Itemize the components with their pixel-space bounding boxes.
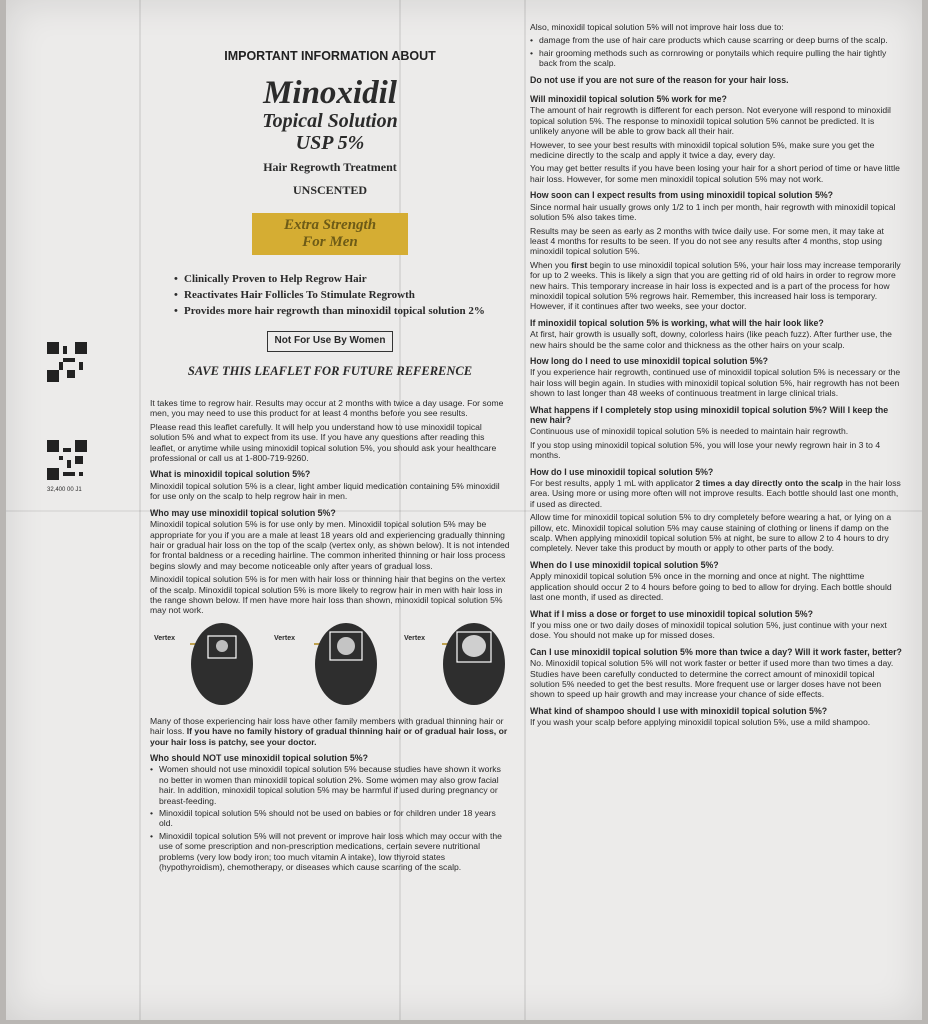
question-heading: What is minoxidil topical solution 5%? (150, 469, 311, 480)
badge-line: Extra Strength (283, 217, 377, 234)
answer-paragraph: However, to see your best results with minoxidil topical solution 5%, make sure you get the medicine directly to the scalp and apply it twice a day, every day. (530, 139, 875, 161)
top-heading: IMPORTANT INFORMATION ABOUT (224, 49, 436, 63)
question-heading: Will minoxidil topical solution 5% work for me? (530, 94, 727, 105)
list-item: • Minoxidil topical solution 5% will not prevent or improve hair loss which may occur with the use of some prescription and non-prescription medications, certain severe nutritional problems (very low body iron; too much vitamin A intake), low thyroid states (hypothyroidism), chemotherapy, or diseases which cause scarring of the scalp. (150, 831, 510, 873)
question-heading: What kind of shampoo should I use with minoxidil topical solution 5%? (530, 705, 828, 716)
answer-paragraph: Minoxidil topical solution 5% is for use only by men. Minoxidil topical solution 5% may be appropriate for you if you are a male at least 18 years old and experiencing gradually thinning hair or gradual hair loss on the top of the scalp (vertex only, as shown below). It is not intended for frontal baldness or a receding hairline. The common inherited thinning or hair loss process begins slowly and may become noticeable only after years of gradual loss. (150, 519, 510, 571)
question-heading: How soon can I expect results from using minoxidil topical solution 5%? (530, 190, 834, 201)
text-run: in the hair loss area. Using more or using more often will not improve results. Each bottle should last one month, if used as directed. (530, 478, 901, 509)
head-diagram-icon (314, 622, 378, 706)
scent-label: UNSCENTED (292, 182, 367, 197)
intro-paragraph: It takes time to regrow hair. Results may occur at 2 months with twice a day usage. For some men, you may need to use this product for at least 4 months before you see results. (150, 398, 504, 419)
qr-code-icon (47, 440, 87, 480)
family-text: Many of those experiencing hair loss have other family members with gradual thinning hair or hair loss. (150, 715, 504, 737)
extra-strength-badge (252, 213, 408, 255)
answer-paragraph: Allow time for minoxidil topical solution 5% to dry completely before wearing a hat, or lying on a pillow, etc. Minoxidil topical solution 5% may cause staining of clothing or linens if damp on the scalp. When applying minoxidil topical solution 5% at night, be sure to allow 2 to 4 hours to dry completely. Never take this product by mouth or apply to other parts of the body. (530, 512, 892, 554)
question-heading: Who may use minoxidil topical solution 5%? (150, 507, 336, 518)
answer-paragraph: You may get better results if you have been losing your hair for a short period of time or have little hair loss. However, for some men minoxidil topical solution 5% may not work. (530, 163, 900, 184)
vertex-label: Vertex (274, 634, 296, 642)
question-heading: How long do I need to use minoxidil topical solution 5%? (530, 355, 769, 366)
barcode-number: 32,400 00 J1 (47, 487, 82, 493)
answer-paragraph (530, 260, 902, 312)
not-for-women-box: Not For Use By Women (267, 331, 393, 351)
answer-paragraph: If you experience hair regrowth, continued use of minoxidil topical solution 5% is necessary or the hair loss will begin again. In studies with minoxidil topical solution 5%, hair regrowth has not been shown to last longer than 48 weeks of continuous treatment in large clinical trials. (530, 367, 901, 399)
answer-paragraph: At first, hair growth is usually soft, downy, colorless hairs (like peach fuzz). After further use, the new hairs should be the same color and thickness as the other hairs on your scalp. (530, 329, 892, 350)
answer-paragraph: Continuous use of minoxidil topical solution 5% is needed to maintain hair regrowth. (530, 426, 849, 437)
question-heading: How do I use minoxidil topical solution 5%? (530, 466, 714, 477)
question-heading: What happens if I completely stop using minoxidil topical solution 5%? Will I keep the new hair? (530, 404, 889, 425)
question-heading: Do not use if you are not sure of the reason for your hair loss. (530, 74, 789, 85)
intro-paragraph: Please read this leaflet carefully. It will help you understand how to use minoxidil topical solution 5% and what to expect from its use. If you have any questions after reading this leaflet, or anytime while using minoxidil topical solution 5%, you should ask your healthcare professional or call us at 1-800-719-9260. (150, 421, 497, 464)
text-run: For best results, apply 1 mL with applicator (530, 478, 696, 489)
list-item: • Minoxidil topical solution 5% should not be used on babies or for children under 18 years old. (150, 808, 510, 829)
answer-paragraph: If you stop using minoxidil topical solution 5%, you will lose your newly regrown hair in 3 to 4 months. (530, 439, 881, 461)
claim-item: • Clinically Proven to Help Regrow Hair (174, 271, 510, 287)
list-item: • damage from the use of hair care products which cause scarring or deep burns of the scalp. (530, 35, 902, 45)
text-run-bold: first (571, 259, 588, 270)
question-heading: When do I use minoxidil topical solution 5%? (530, 559, 719, 570)
brand-title: Minoxidil (263, 75, 397, 112)
head-diagram-icon (442, 622, 506, 706)
question-heading: Can I use minoxidil topical solution 5% more than twice a day? Will it work faster, better? (530, 646, 902, 657)
vertex-diagrams (150, 622, 510, 708)
text-run: begin to use minoxidil topical solution 5%, your hair loss may increase temporarily for up to 2 weeks. This is likely a sign that you are getting rid of old hairs in order to regrow more new hairs. This temporary increase in hair loss is expected and is a part of the process for how minoxidil topical solution 5% regrows hair. Remember, this increased hair loss is temporary. However, if it continues after two weeks, see your doctor. (530, 259, 901, 312)
answer-paragraph: Since normal hair usually grows only 1/2 to 1 inch per month, hair regrowth with minoxidil topical solution 5% also takes time. (530, 201, 896, 223)
claim-item: • Reactivates Hair Follicles To Stimulate Regrowth (174, 287, 510, 303)
answer-paragraph (150, 716, 510, 747)
claim-item: • Provides more hair regrowth than minoxidil topical solution 2% (174, 303, 510, 319)
answer-paragraph: Also, minoxidil topical solution 5% will not improve hair loss due to: (530, 22, 784, 32)
badge-line: For Men (302, 234, 358, 251)
save-leaflet-heading: SAVE THIS LEAFLET FOR FUTURE REFERENCE (187, 363, 473, 378)
right-column (530, 22, 902, 731)
claims-list (174, 271, 510, 319)
left-column (150, 45, 510, 874)
qr-code-icon (47, 342, 87, 382)
answer-paragraph (530, 478, 902, 509)
question-heading: Who should NOT use minoxidil topical solution 5%? (150, 752, 368, 763)
product-strength: USP 5% (295, 132, 365, 155)
treatment-label: Hair Regrowth Treatment (263, 160, 397, 175)
answer-paragraph: Minoxidil topical solution 5% is a clear, light amber liquid medication containing 5% minoxidil for use only on the scalp to help regrow hair in men. (150, 480, 500, 502)
answer-paragraph: If you wash your scalp before applying minoxidil topical solution 5%, use a mild shampoo. (530, 717, 871, 728)
answer-paragraph: If you miss one or two daily doses of minoxidil topical solution 5%, just continue with your next dose. You should not make up for missed doses. (530, 619, 887, 641)
vertex-label: Vertex (404, 634, 426, 642)
head-diagram-icon (190, 622, 254, 706)
answer-paragraph: No. Minoxidil topical solution 5% will not work faster or better if used more than two times a day. Studies have been carefully conducted to determine the correct amount of minoxidil topical solution 5% needed to get the best results. More frequent use or larger doses have not been shown to speed up hair growth and may increase your chance of side effects. (530, 658, 894, 700)
text-run: When you (530, 259, 572, 270)
list-item: • hair grooming methods such as cornrowing or ponytails which require pulling the hair tightly back from the scalp. (530, 48, 902, 69)
product-subtitle: Topical Solution (262, 110, 398, 133)
list-item: • Women should not use minoxidil topical solution 5% because studies have shown it works no better in women than minoxidil topical solution 2%. Some women may also grow facial hair. In addition, minoxidil topical solution 5% may be harmful if used during pregnancy or breast-feeding. (150, 764, 510, 806)
vertex-label: Vertex (154, 634, 176, 642)
answer-paragraph: Results may be seen as early as 2 months with twice daily use. For some men, it may take at least 4 months for results to be seen. If you do not see any results after 4 months, stop using minoxidil topical solution 5%. (530, 225, 884, 257)
text-run-bold: 2 times a day directly onto the scalp (695, 478, 843, 489)
question-heading: If minoxidil topical solution 5% is working, what will the hair look like? (530, 317, 824, 328)
answer-paragraph: Minoxidil topical solution 5% is for men with hair loss or thinning hair that begins on the vertex of the scalp. Minoxidil topical solution 5% is more likely to regrow hair in men with hair loss in the range shown below. If men have more hair loss than shown, minoxidil topical solution 5% may not work. (150, 574, 506, 616)
answer-paragraph: Apply minoxidil topical solution 5% once in the morning and once at night. The nighttime application should occur 2 to 4 hours before going to bed to allow for drying. Each bottle should last one month, if used as directed. (530, 571, 892, 603)
answer-paragraph: The amount of hair regrowth is different for each person. Not everyone will respond to minoxidil topical solution 5%. The response to minoxidil topical solution 5% cannot be predicted. It is unlikely anyone will be able to grow back all their hair. (530, 105, 891, 137)
question-heading: What if I miss a dose or forget to use minoxidil topical solution 5%? (530, 608, 813, 619)
family-warning: If you have no family history of gradual thinning hair or of gradual hair loss, or your hair loss is patchy, see your doctor. (150, 726, 508, 747)
